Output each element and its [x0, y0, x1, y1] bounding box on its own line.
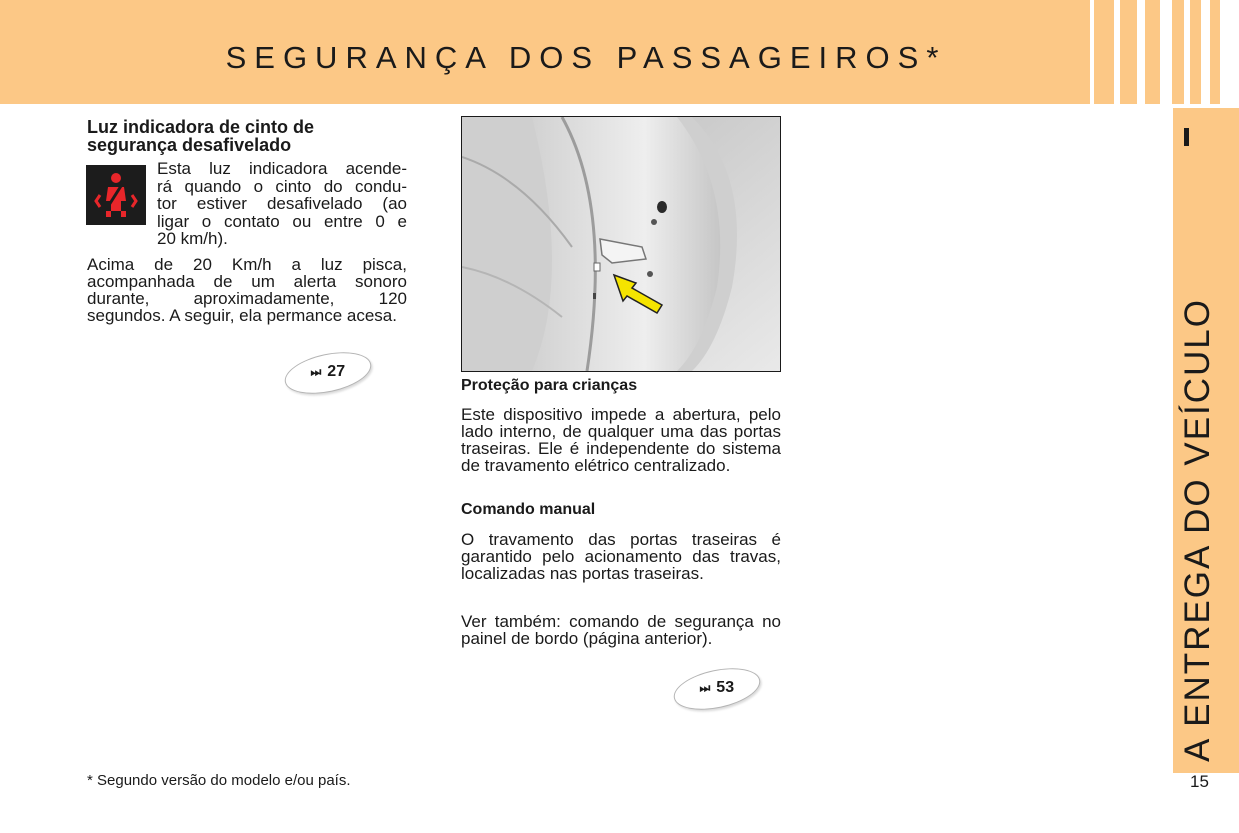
child-protection-heading: Proteção para crianças [461, 377, 638, 394]
intro-line: 20 km/h). [157, 229, 228, 248]
side-tab-marker [1184, 128, 1189, 146]
reference-page: 53 [716, 679, 735, 697]
reference-page: 27 [327, 363, 346, 381]
skip-forward-icon: ⏭ [310, 365, 322, 380]
side-tab-label: A ENTREGA DO VEÍCULO [1178, 298, 1217, 762]
manual-control-heading: Comando manual [461, 501, 596, 518]
manual-control-paragraph: O travamento das portas traseiras é garantido pelo acionamento das travas, localizadas nas portas traseiras. [461, 530, 781, 583]
warning-paragraph: Acima de 20 Km/h a luz pisca, acompanhada de um alerta sonoro durante, aproximadamente, 120 segundos. A seguir, ela permance acesa. [87, 255, 407, 325]
page-reference-53[interactable] [670, 661, 764, 716]
header-stripe [1172, 0, 1184, 104]
page-number: 15 [1190, 772, 1209, 791]
footnote: * Segundo versão do modelo e/ou país. [87, 772, 351, 789]
see-also-paragraph: Ver também: comando de segurança no painel de bordo (página anterior). [461, 612, 781, 648]
page-reference-27[interactable] [281, 345, 375, 400]
intro-line: ligar o contato ou entre 0 e [157, 211, 407, 231]
section-heading: Luz indicadora de cinto de segurança desafivelado [87, 117, 315, 155]
child-protection-paragraph: Este dispositivo impede a abertura, pelo lado interno, de qualquer uma das portas traseiras. Ele é independente do sistema de travamento elétrico centralizado. [461, 405, 781, 475]
intro-line: tor estiver desafivelado (ao [157, 194, 407, 213]
header-stripe [1210, 0, 1220, 104]
header-stripe [1190, 0, 1201, 104]
intro-line: Esta luz indicadora acende- [157, 159, 407, 178]
page-title: SEGURANÇA DOS PASSAGEIROS* [225, 40, 947, 75]
intro-text [157, 160, 407, 248]
skip-forward-icon: ⏭ [699, 681, 711, 696]
intro-line: rá quando o cinto do condu- [157, 176, 407, 196]
seatbelt-warning-icon [86, 165, 146, 225]
rear-door-child-lock-photo [461, 116, 781, 372]
